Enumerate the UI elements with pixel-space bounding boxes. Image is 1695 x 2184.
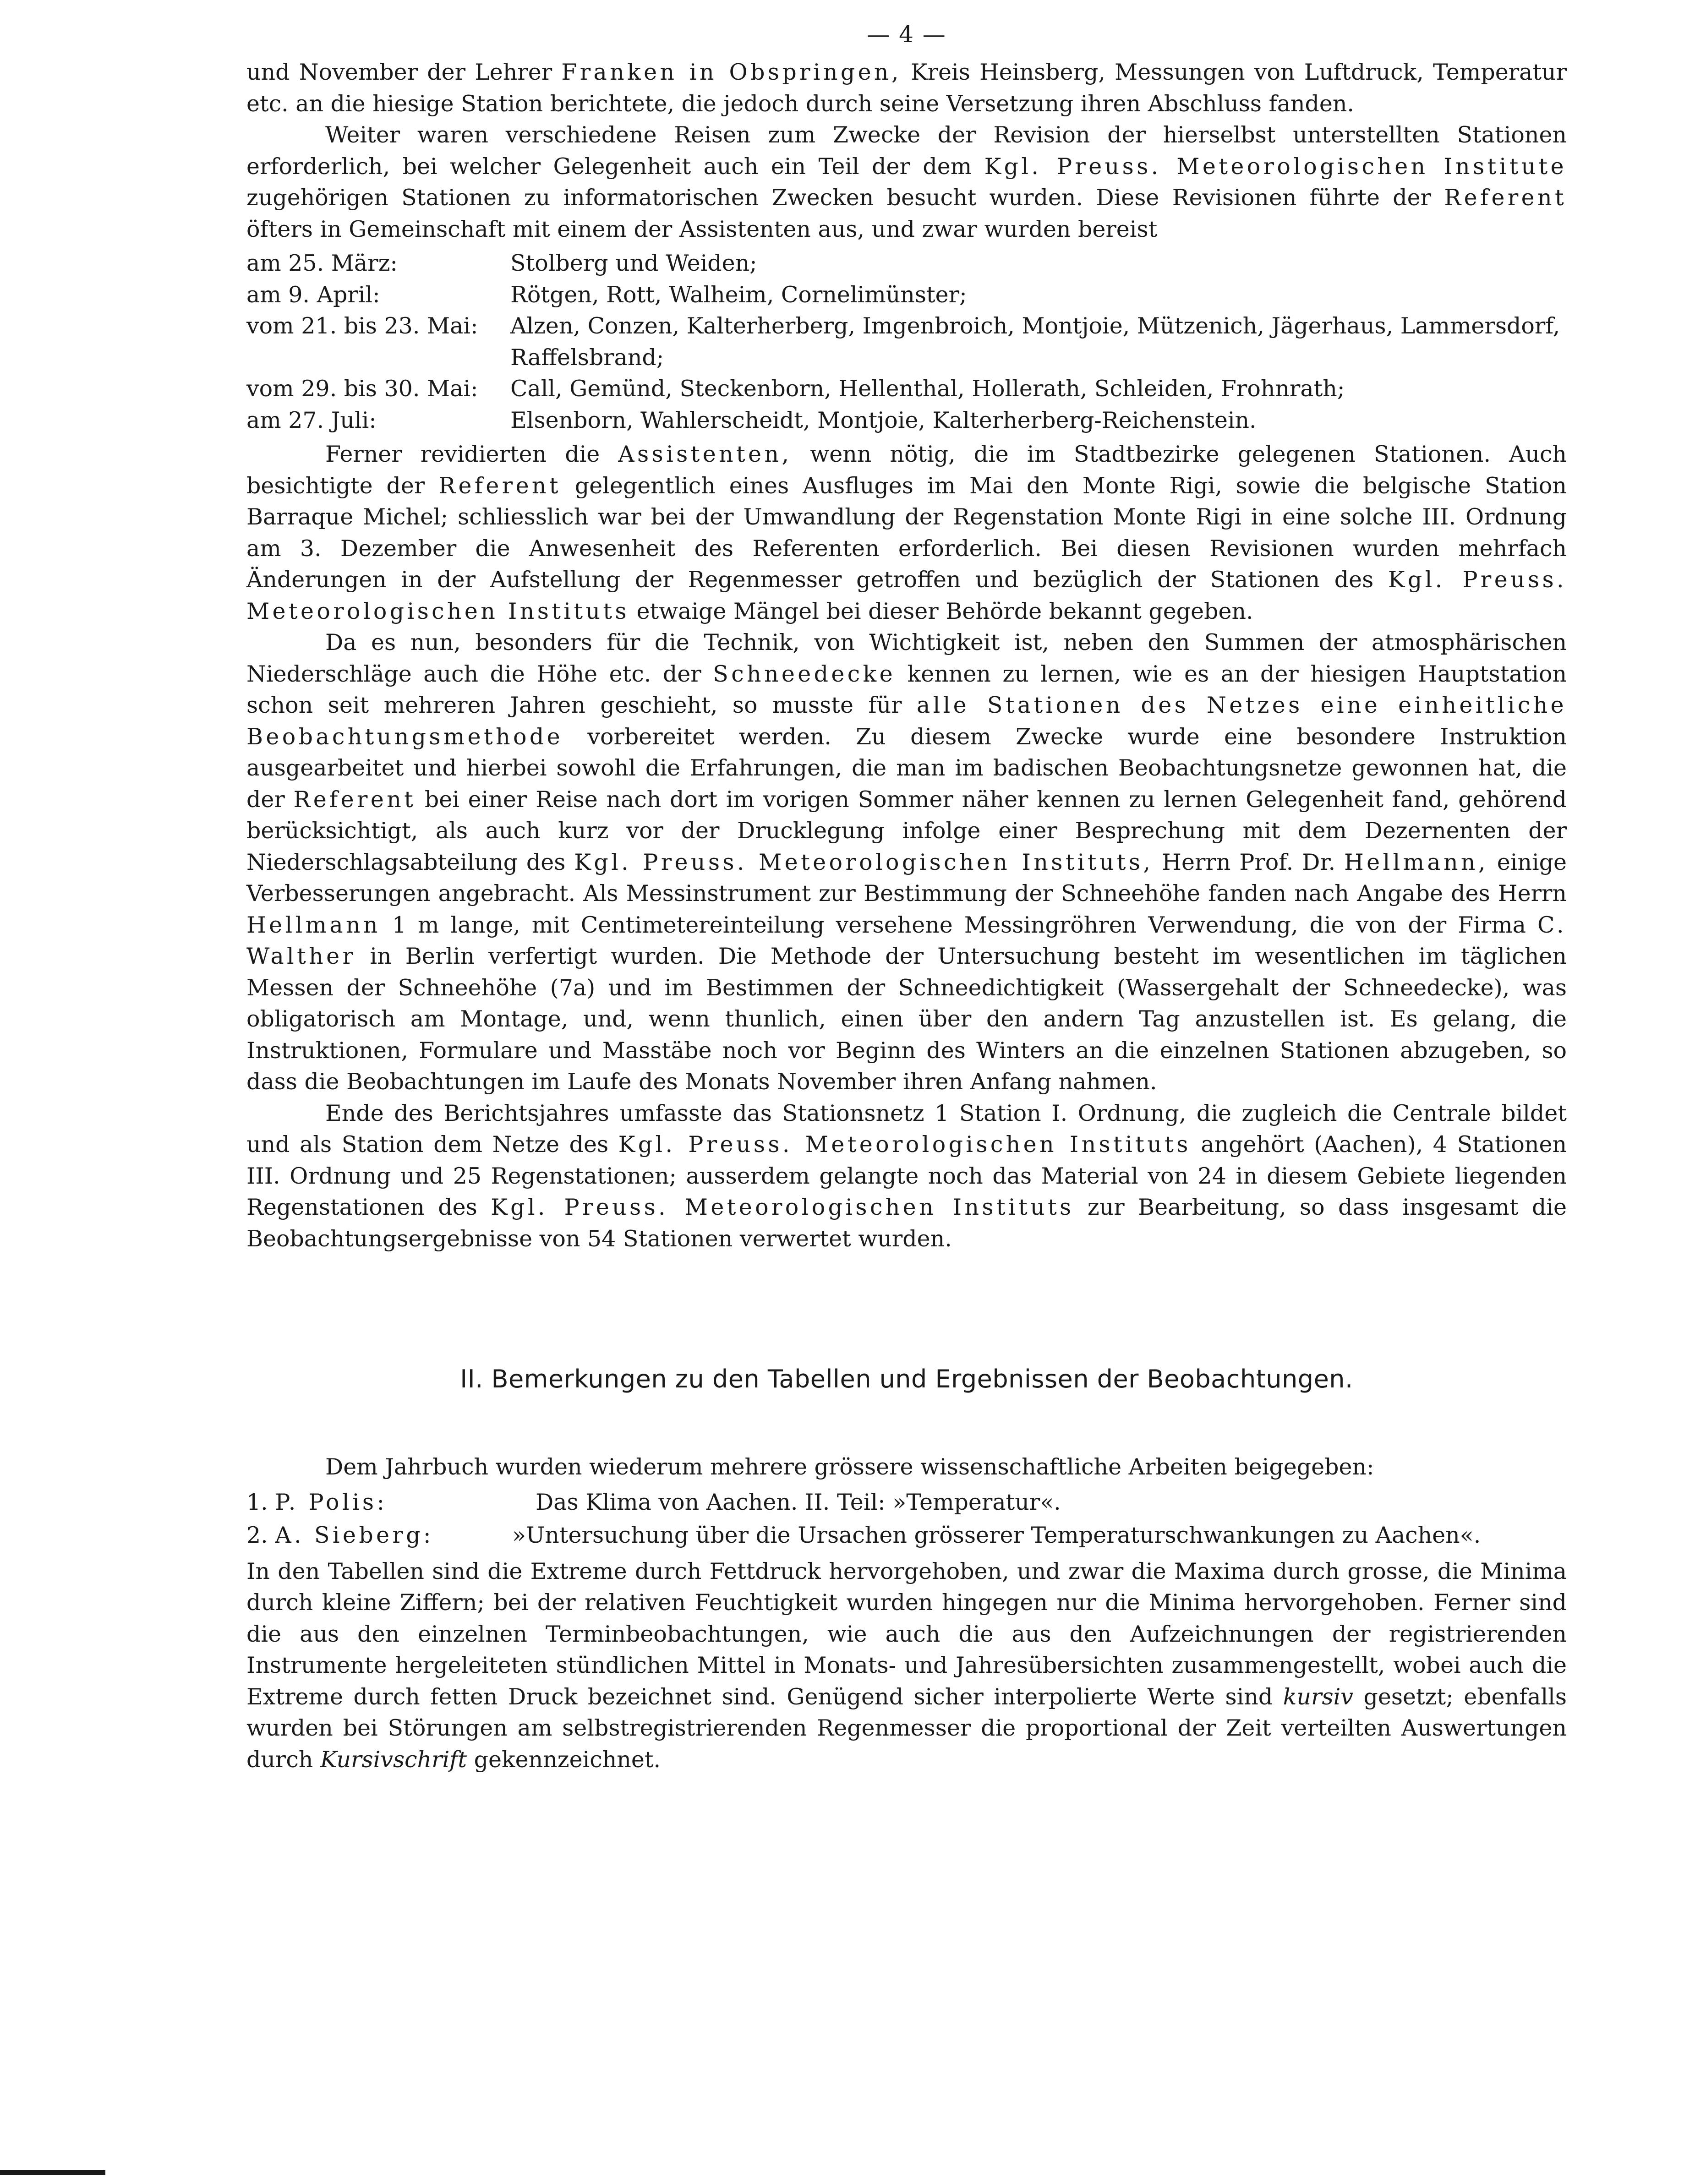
spaced-referent: Referent: [1444, 185, 1567, 211]
trip-date: am 27. Juli:: [246, 407, 377, 433]
text-run: Weiter waren verschiedene Reisen zum Zwecke der Revision der hierselbst unterstellten Stationen erforderlich, bei welcher Gelegenheit auch ein Teil der dem: [246, 122, 1567, 180]
work-number: 2.: [246, 1522, 275, 1548]
spaced-name: Hellmann: [246, 912, 381, 938]
spaced-referent: Referent: [438, 472, 561, 499]
spaced-institute: Kgl. Preuss. Meteorologischen Institute: [984, 153, 1567, 180]
work-author-cell: [246, 1487, 536, 1518]
text-run: 1 m lange, mit Centimetereinteilung versehene Messingröhren Verwendung, die von der Firma: [380, 912, 1537, 938]
work-author-cell: [246, 1520, 512, 1551]
work-number: 1.: [246, 1489, 275, 1515]
trip-row: [246, 248, 1567, 279]
spaced-term: alle Stationen des Netzes eine einheitliche Beobachtungsmethode: [246, 692, 1567, 750]
work-title: »Untersuchung über die Ursachen grösserer Temperaturschwankungen zu Aachen«.: [512, 1522, 1481, 1548]
text-run: Ende des Berichtsjahres umfasste das Stationsnetz 1 Station I. Ordnung, die zugleich die Centrale bildet und als Station dem Netze des: [246, 1100, 1567, 1158]
works-list: [246, 1487, 1567, 1551]
text-run: zugehörigen Stationen zu informatorischen Zwecken besucht wurden. Diese Revisionen führte der: [246, 185, 1444, 211]
trip-places: Call, Gemünd, Steckenborn, Hellenthal, Hollerath, Schleiden, Frohnrath;: [510, 376, 1345, 402]
work-item: [246, 1487, 1567, 1518]
text-run: Kreis Heinsberg, Messungen von Luftdruck, Temperatur etc. an die hiesige Station berichtete, die jedoch durch seine Versetzung ihren Abschluss fanden.: [246, 59, 1567, 117]
text-run: wenn nötig, die im Stadtbezirke gelegenen Stationen. Auch besichtigte der: [246, 441, 1567, 499]
italic-term: kursiv: [1283, 1683, 1353, 1710]
trip-row: [246, 373, 1567, 405]
trip-places: Stolberg und Weiden;: [510, 250, 757, 276]
revision-paragraph: [246, 120, 1567, 245]
trips-table: [246, 248, 1567, 436]
italic-term: Kursivschrift: [320, 1746, 467, 1773]
text-run: gesetzt; ebenfalls wurden bei Störungen am selbstregistrierenden Regenmesser die proportional der Zeit verteilten Auswertungen durch: [246, 1683, 1567, 1773]
text-run: in Berlin verfertigt wurden. Die Methode der Untersuchung besteht im wesentlichen im täglichen Messen der Schneehöhe (7a) und im Bestimmen der Schneedichtigkeit (Wassergehalt der Schneedecke), was obligatorisch am Montage, und, wenn thunlich, einen über den andern Tag anzustellen ist. Es gelang, die Instruktionen, Formulare und Masstäbe noch vor Beginn des Winters an die einzelnen Stationen abzugeben, so dass die Beobachtungen im Laufe des Monats November ihren Anfang nahmen.: [246, 943, 1567, 1095]
intro-paragraph: [246, 57, 1567, 120]
work-item: [246, 1520, 1567, 1551]
text-run: öfters in Gemeinschaft mit einem der Assistenten aus, und zwar wurden bereist: [246, 216, 1158, 242]
text-run: bei einer Reise nach dort im vorigen Sommer näher kennen zu lernen Gelegenheit fand, gehörend berücksichtigt, als auch kurz vor der Drucklegung infolge einer Besprechung mit dem Dezernenten der Niederschlagsabteilung des: [246, 786, 1567, 875]
text-run: vorbereitet werden. Zu diesem Zwecke wurde eine besondere Instruktion ausgearbeitet und hierbei sowohl die Erfahrungen, die man im badischen Beobachtungsnetze gewonnen hat, die der: [246, 723, 1567, 813]
work-author: P. Polis:: [275, 1489, 388, 1515]
text-run: etwaige Mängel bei dieser Behörde bekannt gegeben.: [629, 598, 1253, 624]
assistants-paragraph: [246, 439, 1567, 627]
text-run: einige Verbesserungen angebracht. Als Messinstrument zur Bestimmung der Schneehöhe fanden nach Angabe des Herrn: [246, 849, 1567, 906]
text-run: Da es nun, besonders für die Technik, von Wichtigkeit ist, neben den Summen der atmosphärischen Niederschläge auch die Höhe etc. der: [246, 629, 1567, 687]
snow-paragraph: [246, 627, 1567, 1098]
spaced-institute: Kgl. Preuss. Meteorologischen Instituts: [491, 1194, 1074, 1220]
trip-date: vom 29. bis 30. Mai:: [246, 376, 478, 402]
text-run: gelegentlich eines Ausfluges im Mai den Monte Rigi, sowie die belgische Station Barraque Michel; schliesslich war bei der Umwandlung der Regenstation Monte Rigi in eine solche III. Ordnung am 3. Dezember die Anwesenheit des Referenten erforderlich. Bei diesen Revisionen wurden mehrfach Änderungen in der Aufstellung der Regenmesser getroffen und bezüglich der Stationen des: [246, 472, 1567, 593]
work-author: A. Sieberg:: [275, 1522, 434, 1548]
text-run: In den Tabellen sind die Extreme durch Fettdruck hervorgehoben, und zwar die Maxima durch grosse, die Minima durch kleine Ziffern; bei der relativen Feuchtigkeit wurden hingegen nur die Minima hervorgehoben. Ferner sind die aus den einzelnen Terminbeobachtungen, wie auch die aus den Aufzeichnungen der registrierenden Instrumente hergeleiteten stündlichen Mittel in Monats- und Jahresübersichten zusammengestellt, wobei auch die Extreme durch fetten Druck bezeichnet sind. Genügend sicher interpolierte Werte sind: [246, 1558, 1567, 1710]
trip-row: [246, 405, 1567, 437]
spaced-referent: Referent: [293, 786, 416, 813]
text-run: kennen zu lernen, wie es an der hiesigen Hauptstation schon seit mehreren Jahren geschieht, so musste für: [246, 661, 1567, 718]
trip-date: vom 21. bis 23. Mai:: [246, 313, 478, 339]
spaced-name: C. Walther: [246, 912, 1567, 969]
spaced-institute: Kgl. Preuss. Meteorologischen Instituts: [246, 567, 1567, 624]
trip-places: Elsenborn, Wahlerscheidt, Montjoie, Kalterherberg-Reichenstein.: [510, 407, 1257, 433]
trip-places: Alzen, Conzen, Kalterherberg, Imgenbroich, Montjoie, Mützenich, Jägerhaus, Lammersdorf, Raffelsbrand;: [510, 313, 1560, 371]
work-title: Das Klima von Aachen. II. Teil: »Temperatur«.: [536, 1489, 1061, 1515]
works-intro: Dem Jahrbuch wurden wiederum mehrere grössere wissenschaftliche Arbeiten beigegeben:: [325, 1454, 1374, 1480]
trip-row: [246, 279, 1567, 311]
trip-date: am 25. März:: [246, 250, 398, 276]
spaced-assistants: Assistenten,: [618, 441, 792, 467]
trip-date: am 9. April:: [246, 281, 380, 308]
document-page: [246, 18, 1567, 1775]
spaced-name: Hellmann,: [1344, 849, 1488, 875]
trip-places: Rötgen, Rott, Walheim, Cornelimünster;: [510, 281, 967, 308]
spaced-institute: Kgl. Preuss. Meteorologischen Instituts,: [574, 849, 1154, 875]
text-run: gekennzeichnet.: [467, 1746, 661, 1773]
text-run: angehört (Aachen), 4 Stationen III. Ordnung und 25 Regenstationen; ausserdem gelangte noch das Material von 24 in diesem Gebiete liegenden Regenstationen des: [246, 1131, 1567, 1220]
page-number: — 4 —: [867, 21, 946, 48]
text-run: zur Bearbeitung, so dass insgesamt die Beobachtungsergebnisse von 54 Stationen verwertet wurden.: [246, 1194, 1567, 1252]
tables-paragraph: [246, 1556, 1567, 1776]
spaced-name: Franken in Obspringen,: [561, 59, 902, 85]
trip-row: [246, 311, 1567, 373]
text-run: und November der Lehrer: [246, 59, 562, 85]
bottom-edge-mark: [0, 2170, 105, 2175]
spaced-institute: Kgl. Preuss. Meteorologischen Instituts: [618, 1131, 1191, 1158]
network-paragraph: [246, 1098, 1567, 1255]
section-heading: II. Bemerkungen zu den Tabellen und Ergebnissen der Beobachtungen.: [460, 1365, 1353, 1393]
text-run: Ferner revidierten die: [325, 441, 618, 467]
spaced-term: Schneedecke: [713, 661, 896, 687]
text-run: Herrn Prof. Dr.: [1153, 849, 1344, 875]
